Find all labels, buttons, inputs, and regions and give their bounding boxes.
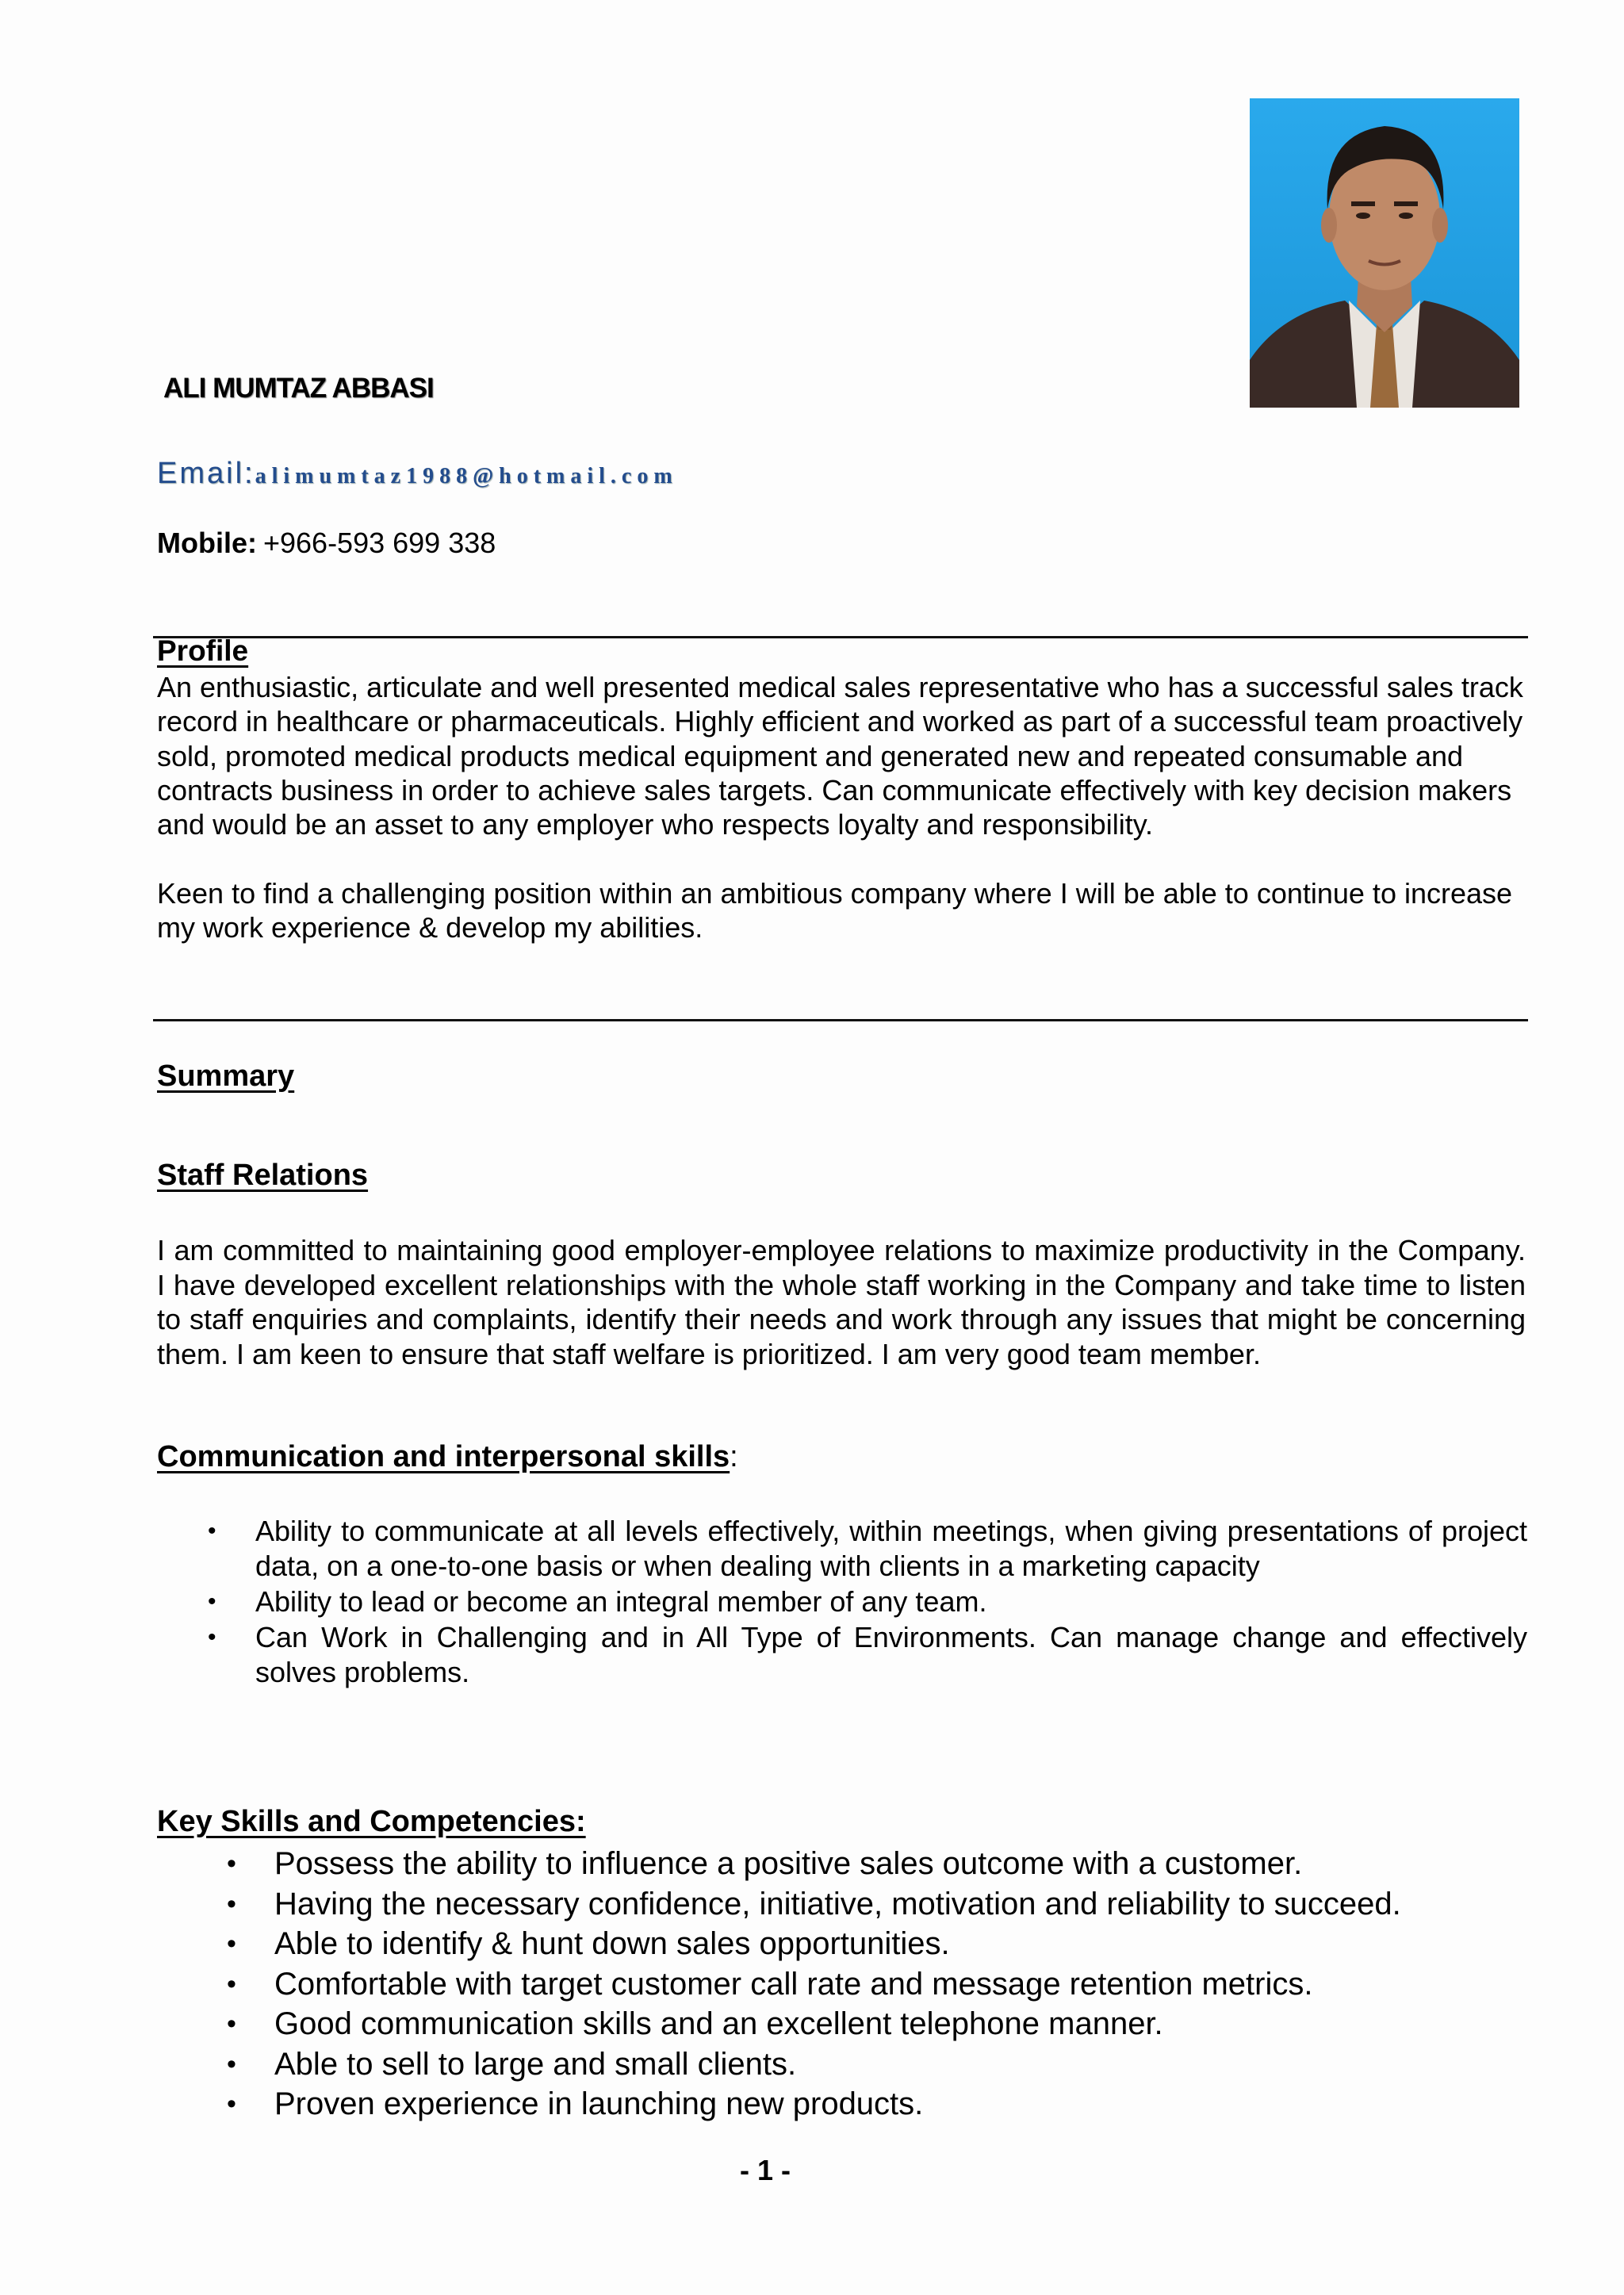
email-line (157, 457, 678, 491)
list-item-text: Comfortable with target customer call rate and message retention metrics. (274, 1966, 1313, 2002)
profile-photo (1250, 98, 1519, 408)
bullet-icon: • (227, 1968, 236, 1999)
staff-relations-paragraph: I am committed to maintaining good employer-employee relations to maximize productivity in the Company. I have developed excellent relationships with the whole staff working in the Company and take time to listen to staff enquiries and complaints, identify their needs and work through any issues that might be concerning them. I am keen to ensure that staff welfare is prioritized. I am very good team member. (157, 1234, 1526, 1370)
list-item-text: Able to identify & hunt down sales opportunities. (274, 1926, 950, 1961)
mobile-label: Mobile: (157, 527, 257, 559)
bullet-icon: • (208, 1624, 216, 1650)
profile-paragraph-2: Keen to find a challenging position within an ambitious company where I will be able to continue to increase my work experience & develop my abilities. (157, 877, 1513, 944)
section-divider (153, 1019, 1528, 1021)
bullet-icon: • (208, 1588, 216, 1615)
email-address[interactable]: alimumtaz1988@hotmail.com (255, 464, 678, 489)
list-item (157, 2004, 1527, 2044)
list-item (157, 1620, 1527, 1690)
list-item (157, 1964, 1527, 2005)
list-item (157, 1514, 1527, 1584)
profile-heading: Profile (157, 634, 249, 667)
list-item (157, 1844, 1527, 1884)
list-item (157, 2084, 1527, 2125)
candidate-name: ALI MUMTAZ ABBASI (163, 373, 434, 404)
communication-heading-text: Communication and interpersonal skills (157, 1440, 730, 1473)
staff-relations-heading: Staff Relations (157, 1159, 369, 1192)
bullet-icon: • (208, 1518, 216, 1544)
list-item (157, 1584, 1527, 1619)
list-item-text: Ability to lead or become an integral member of any team. (255, 1585, 987, 1618)
mobile-number: +966-593 699 338 (262, 527, 496, 559)
key-skills-heading: Key Skills and Competencies: (157, 1805, 586, 1838)
mobile-line (157, 527, 496, 560)
bullet-icon: • (227, 1888, 236, 1919)
summary-heading: Summary (157, 1059, 295, 1093)
bullet-icon: • (227, 2048, 236, 2079)
list-item-text: Having the necessary confidence, initiative, motivation and reliability to succeed. (274, 1886, 1401, 1921)
list-item-text: Good communication skills and an excellent telephone manner. (274, 2006, 1163, 2041)
profile-paragraph: An enthusiastic, articulate and well presented medical sales representative who has a successful sales track record in healthcare or pharmaceuticals. Highly efficient and worked as part of a successful team proactively sold, promoted medical products medical equipment and generated new and repeated consumable and contracts business in order to achieve sales targets. Can communicate effectively with key decision makers and would be an asset to any employer who respects loyalty and responsibility. (157, 671, 1523, 841)
portrait-image (1250, 98, 1519, 408)
communication-heading (157, 1440, 738, 1474)
list-item-text: Able to sell to large and small clients. (274, 2046, 797, 2082)
communication-list (157, 1514, 1527, 1691)
bullet-icon: • (227, 2009, 236, 2039)
page-number: - 1 - (739, 2154, 791, 2186)
list-item (157, 2044, 1527, 2085)
list-item-text: Ability to communicate at all levels effectively, within meetings, when giving presentations of project data, on a one-to-one basis or when dealing with clients in a marketing capacity (255, 1515, 1527, 1582)
bullet-icon: • (227, 1929, 236, 1959)
list-item (157, 1924, 1527, 1964)
bullet-icon: • (227, 1849, 236, 1879)
communication-heading-colon: : (730, 1440, 738, 1473)
list-item-text: Can Work in Challenging and in All Type of Environments. Can manage change and effectively solves problems. (255, 1621, 1527, 1688)
email-label: Email: (157, 457, 255, 490)
section-divider (153, 636, 1528, 638)
list-item-text: Proven experience in launching new products. (274, 2086, 924, 2121)
bullet-icon: • (227, 2089, 236, 2119)
list-item-text: Possess the ability to influence a positive sales outcome with a customer. (274, 1846, 1303, 1881)
list-item (157, 1884, 1527, 1925)
key-skills-list (157, 1844, 1527, 2125)
